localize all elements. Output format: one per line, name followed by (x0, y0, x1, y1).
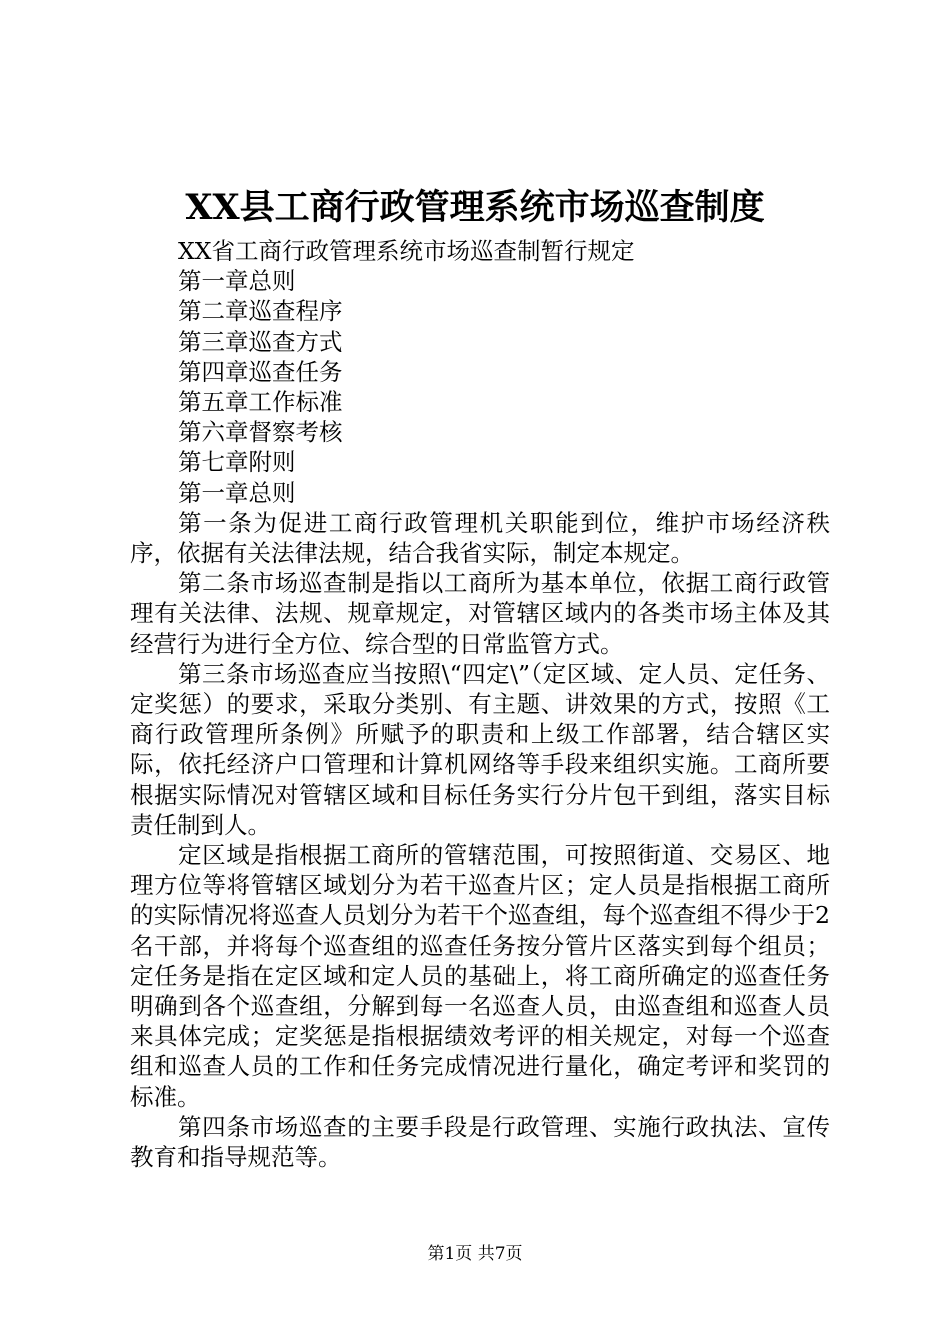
section-heading-chapter-1: 第一章总则 (178, 478, 296, 507)
toc-line-heading: XX省工商行政管理系统市场巡查制暂行规定 (178, 237, 635, 265)
toc-line-chapter-4: 第四章巡查任务 (178, 357, 343, 386)
toc-line-chapter-6: 第六章督察考核 (178, 418, 343, 447)
toc-line-chapter-5: 第五章工作标准 (178, 388, 343, 417)
paragraph-article-2: 第二条市场巡查制是指以工商所为基本单位，依据工商行政管理有关法律、法规、规章规定，对管辖区域内的各类市场主体及其经营行为进行全方位、综合型的日常监管方式。 (130, 569, 830, 658)
page-footer: 第1页 共7页 (427, 1244, 523, 1264)
paragraph-article-4: 第四条市场巡查的主要手段是行政管理、实施行政执法、宣传教育和指导规范等。 (130, 1112, 830, 1172)
toc-line-chapter-1: 第一章总则 (178, 267, 296, 296)
document-title: XX县工商行政管理系统市场巡查制度 (185, 187, 765, 228)
paragraph-article-3: 第三条市场巡查应当按照\“四定\”（定区域、定人员、定任务、定奖惩）的要求，采取分类别、有主题、讲效果的方式，按照《工商行政管理所条例》所赋予的职责和上级工作部署，结合辖区实际，依托经济户口管理和计算机网络等手段来组织实施。工商所要根据实际情况对管辖区域和目标任务实行分片包干到组，落实目标责任制到人。 (130, 659, 830, 839)
paragraph-four-definitions: 定区域是指根据工商所的管辖范围，可按照街道、交易区、地理方位等将管辖区域划分为若干巡查片区；定人员是指根据工商所的实际情况将巡查人员划分为若干个巡查组，每个巡查组不得少于2名干部，并将每个巡查组的巡查任务按分管片区落实到每个组员；定任务是指在定区域和定人员的基础上，将工商所确定的巡查任务明确到各个巡查组，分解到每一名巡查人员，由巡查组和巡查人员来具体完成；定奖惩是指根据绩效考评的相关规定，对每一个巡查组和巡查人员的工作和任务完成情况进行量化，确定考评和奖罚的标准。 (130, 841, 830, 1111)
toc-line-chapter-7: 第七章附则 (178, 448, 296, 477)
toc-line-chapter-2: 第二章巡查程序 (178, 297, 343, 326)
document-body (130, 236, 830, 1172)
paragraph-article-1: 第一条为促进工商行政管理机关职能到位，维护市场经济秩序，依据有关法律法规，结合我省实际，制定本规定。 (130, 508, 830, 568)
toc-line-chapter-3: 第三章巡查方式 (178, 327, 343, 356)
